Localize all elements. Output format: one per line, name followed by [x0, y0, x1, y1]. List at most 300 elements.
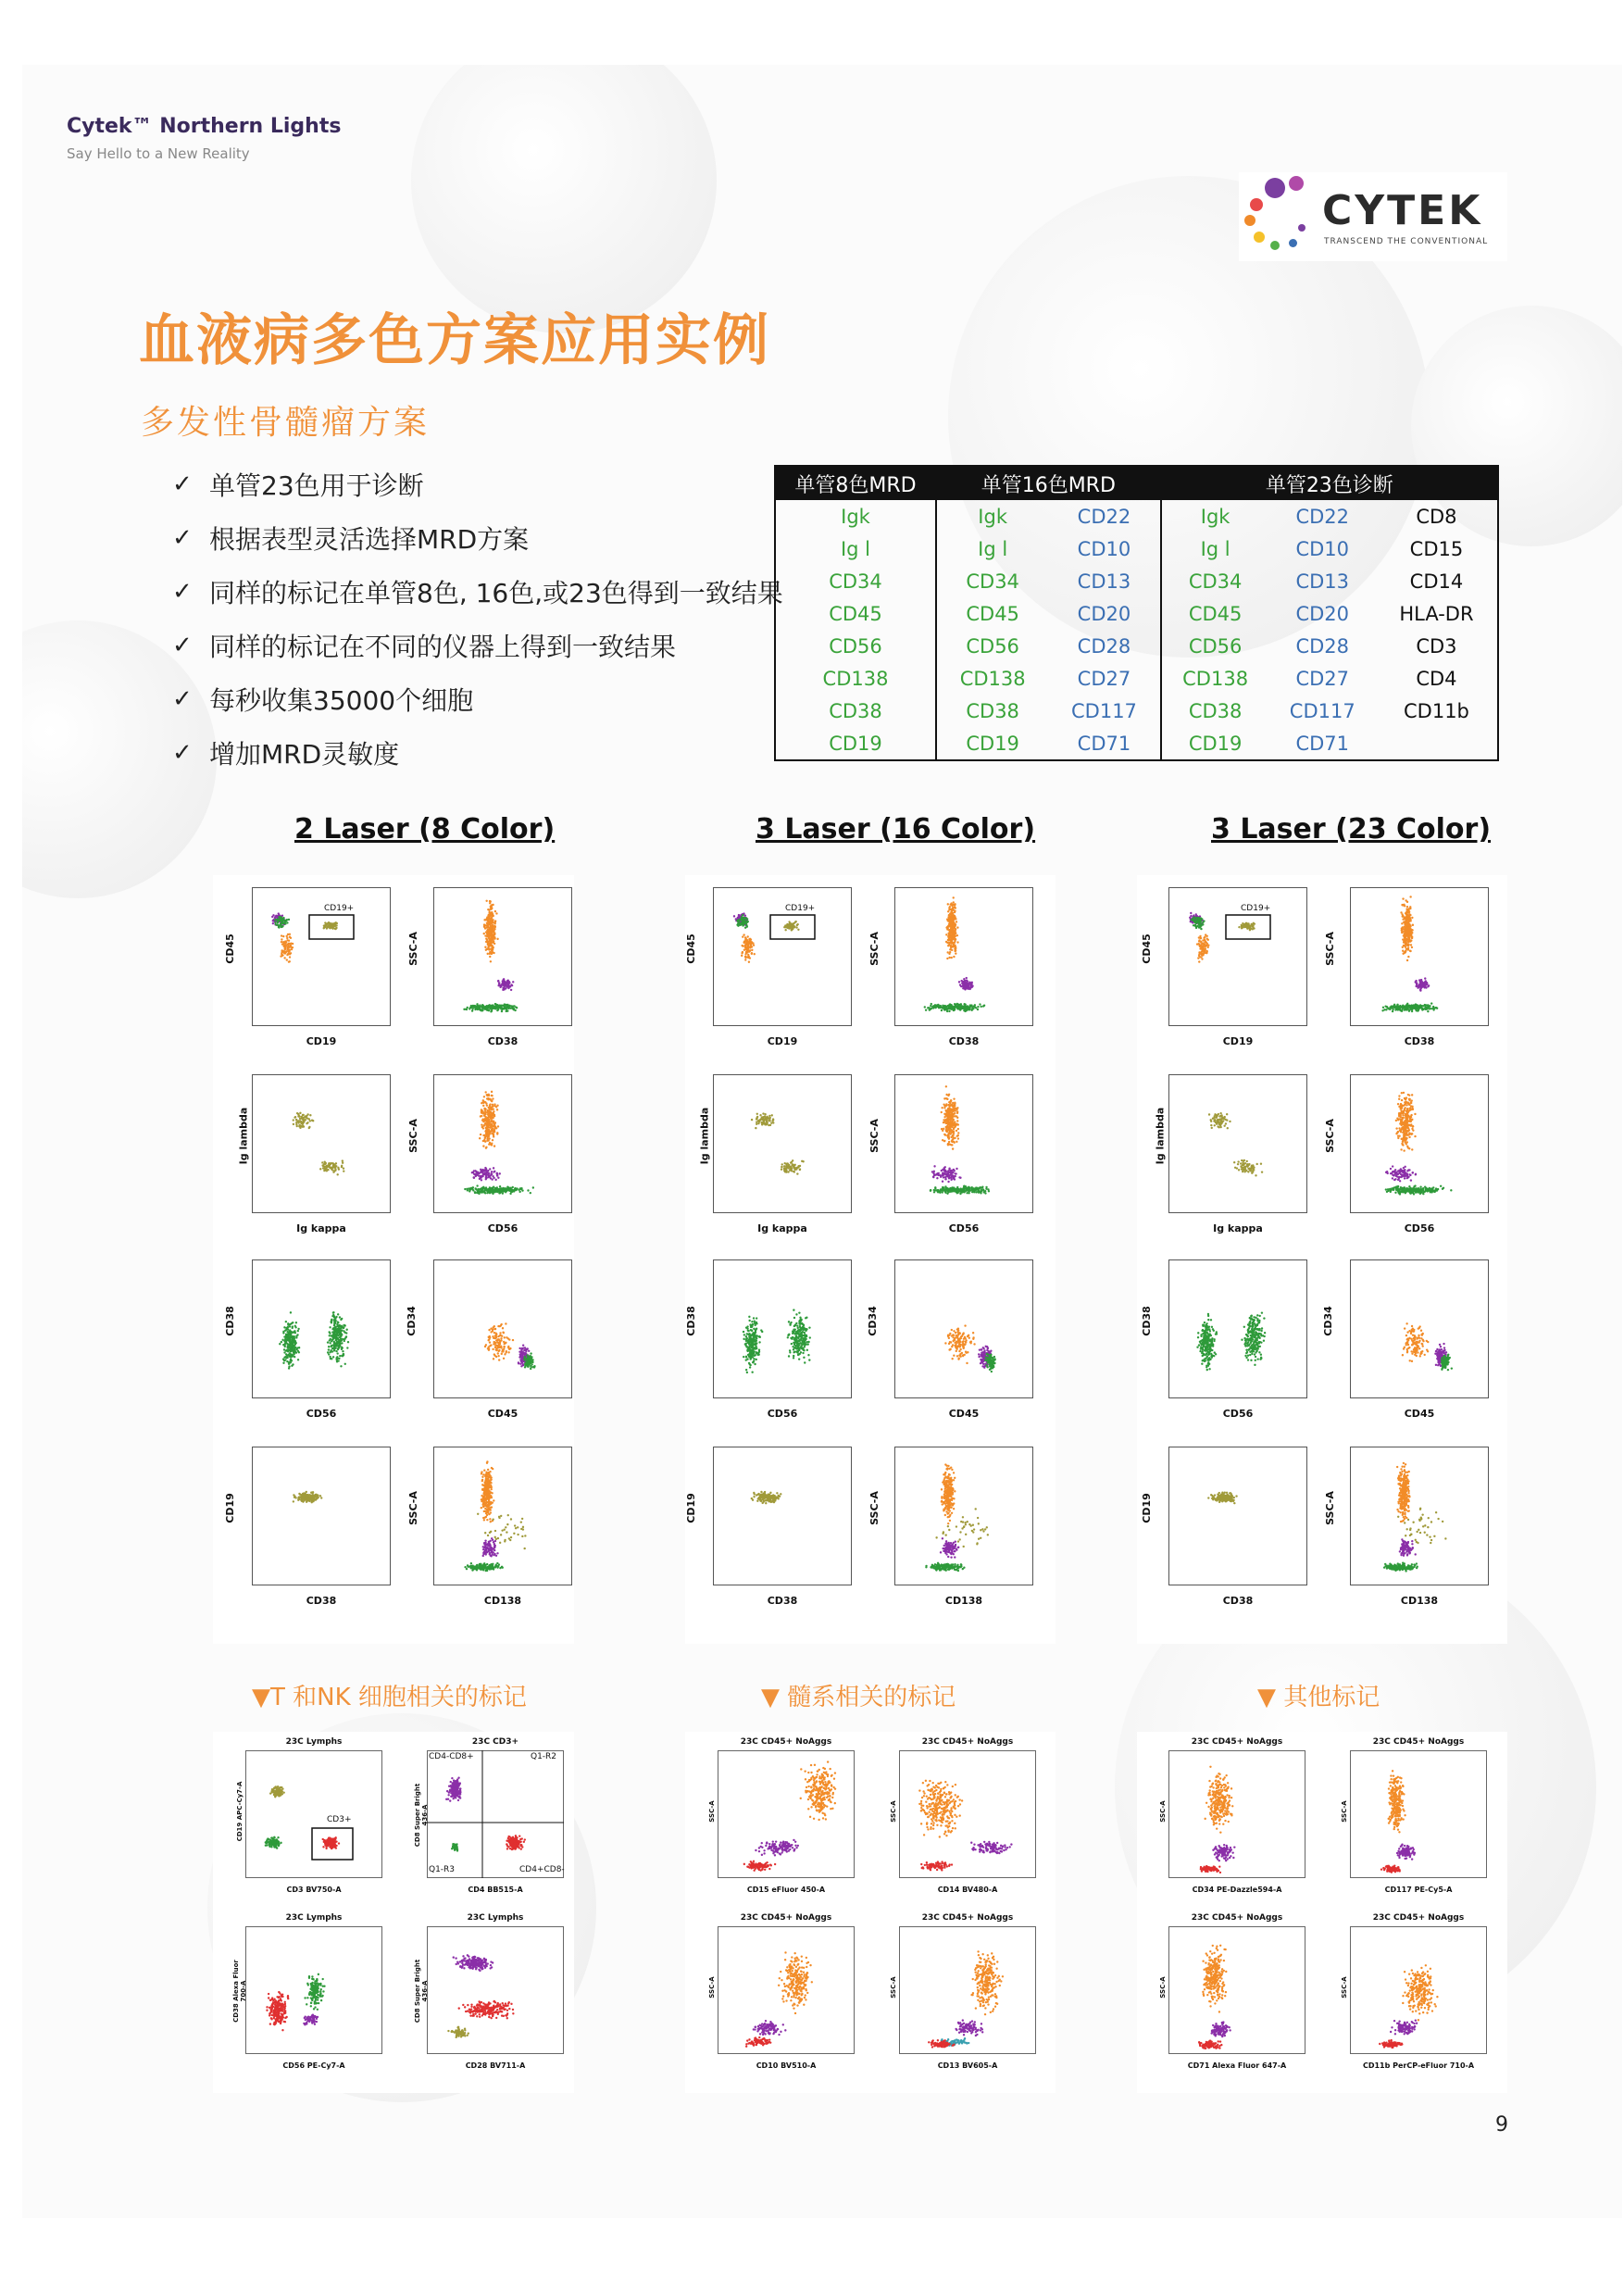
table-cell: CD117 — [1071, 699, 1137, 722]
event-dot — [493, 1355, 495, 1357]
event-dot — [324, 926, 326, 928]
event-dot — [286, 959, 288, 960]
event-dot — [510, 1518, 512, 1520]
event-dot — [288, 943, 290, 945]
event-dot — [953, 927, 955, 929]
event-dot — [524, 1359, 526, 1360]
event-dot — [496, 1105, 498, 1107]
event-dot — [492, 946, 493, 948]
event-dot — [504, 1188, 506, 1190]
event-dot — [748, 1316, 750, 1318]
event-dot — [945, 933, 947, 935]
event-dot — [485, 1146, 487, 1148]
event-dot — [482, 1473, 484, 1475]
event-dot — [531, 1359, 533, 1360]
event-dot — [327, 1351, 329, 1353]
event-dot — [490, 1511, 492, 1513]
event-dot — [950, 1190, 952, 1192]
event-dot — [950, 1136, 952, 1138]
event-dot — [937, 1004, 939, 1006]
event-dot — [497, 1347, 499, 1348]
event-dot — [293, 1494, 294, 1496]
flow-plot-r1b — [868, 887, 1033, 1047]
event-dot — [754, 1321, 756, 1322]
event-dot — [497, 1537, 499, 1539]
event-dot — [491, 1187, 493, 1189]
event-dot — [473, 1007, 475, 1009]
event-dot — [493, 1110, 494, 1112]
table-cell: CD11b — [1404, 699, 1469, 722]
event-dot — [478, 1193, 480, 1195]
event-dot — [501, 1010, 503, 1012]
event-dot — [490, 1108, 492, 1109]
event-dot — [750, 1356, 752, 1358]
event-dot — [475, 1565, 477, 1567]
event-dot — [329, 1342, 331, 1344]
logo-dot — [1270, 241, 1280, 250]
event-dot — [335, 1350, 337, 1352]
event-dot — [768, 1120, 769, 1121]
table-cell: CD38 — [829, 699, 882, 722]
event-dot — [924, 1006, 926, 1008]
event-dot — [494, 1332, 496, 1334]
event-dot — [282, 1359, 284, 1360]
table-cell: Igk — [841, 505, 870, 528]
event-dot — [797, 1327, 799, 1329]
page-title: 血液病多色方案应用实例 — [139, 308, 770, 373]
event-dot — [335, 1162, 337, 1164]
event-dot — [497, 1355, 499, 1357]
event-dot — [948, 1010, 950, 1012]
event-dot — [286, 921, 288, 923]
event-dot — [485, 937, 487, 939]
event-dot — [485, 1176, 487, 1178]
event-dot — [297, 1359, 299, 1360]
event-dot — [952, 1109, 954, 1110]
event-dot — [476, 1172, 478, 1173]
event-dot — [328, 1346, 330, 1347]
event-dot — [333, 1324, 335, 1326]
event-dot — [939, 1174, 941, 1176]
event-dot — [492, 1519, 493, 1521]
event-dot — [328, 1353, 330, 1355]
event-dot — [748, 1355, 750, 1357]
checklist-item — [172, 726, 783, 780]
event-dot — [956, 1141, 957, 1143]
event-dot — [490, 1563, 492, 1565]
event-dot — [520, 1365, 522, 1367]
event-dot — [743, 1334, 745, 1335]
event-dot — [524, 1366, 526, 1368]
event-dot — [947, 1144, 949, 1146]
event-dot — [485, 1502, 487, 1504]
event-dot — [951, 1175, 953, 1177]
event-dot — [488, 936, 490, 938]
event-dot — [490, 925, 492, 927]
event-dot — [786, 1162, 788, 1164]
event-dot — [277, 921, 279, 922]
event-dot — [518, 1347, 520, 1349]
event-dot — [491, 1568, 493, 1570]
event-dot — [492, 1330, 493, 1332]
event-dot — [283, 957, 285, 959]
event-dot — [334, 1326, 336, 1328]
event-dot — [493, 1167, 494, 1169]
table-row — [775, 533, 1498, 565]
event-dot — [769, 1117, 771, 1119]
event-dot — [487, 929, 489, 931]
event-dot — [483, 1007, 485, 1009]
event-dot — [470, 1562, 472, 1564]
checkmark-icon: ✓ — [172, 470, 193, 498]
event-dot — [498, 1349, 500, 1351]
event-dot — [493, 922, 495, 924]
event-dot — [494, 926, 496, 928]
event-dot — [936, 1172, 938, 1174]
event-dot — [295, 1336, 297, 1338]
event-dot — [949, 1123, 951, 1125]
event-dot — [344, 1363, 346, 1365]
flow-plot-r2b — [406, 1074, 572, 1234]
event-dot — [285, 1339, 287, 1341]
event-dot — [335, 924, 337, 926]
event-dot — [977, 1006, 979, 1008]
event-dot — [956, 1123, 958, 1125]
checklist-text: 根据表型灵活选择MRD方案 — [209, 524, 530, 555]
checklist-item — [172, 565, 783, 619]
event-dot — [951, 929, 953, 931]
event-dot — [954, 1004, 956, 1006]
event-dot — [500, 1515, 502, 1517]
event-dot — [956, 926, 958, 928]
event-dot — [342, 1162, 344, 1164]
event-dot — [503, 1346, 505, 1347]
event-dot — [738, 919, 740, 921]
panel-marker-table — [774, 465, 1499, 761]
event-dot — [301, 1117, 303, 1119]
event-dot — [953, 896, 955, 898]
event-dot — [347, 1341, 349, 1343]
event-dot — [289, 1333, 291, 1334]
event-dot — [796, 1324, 798, 1326]
event-dot — [515, 1006, 517, 1008]
event-dot — [948, 908, 950, 910]
event-dot — [491, 1537, 493, 1539]
event-dot — [762, 1119, 764, 1121]
event-dot — [332, 923, 334, 925]
event-dot — [291, 948, 293, 950]
event-dot — [755, 1332, 756, 1334]
table-row — [775, 662, 1498, 695]
event-dot — [952, 1172, 954, 1173]
event-dot — [742, 935, 743, 937]
checkmark-icon: ✓ — [172, 578, 193, 606]
event-dot — [330, 1167, 331, 1169]
event-dot — [955, 1190, 956, 1192]
checklist-item — [172, 619, 783, 672]
plot-x-label: CD56 — [487, 1222, 518, 1234]
event-dot — [332, 1344, 334, 1346]
event-dot — [746, 918, 748, 920]
event-dot — [793, 1342, 794, 1344]
event-dot — [751, 1119, 753, 1121]
event-dot — [288, 1365, 290, 1367]
event-dot — [943, 1172, 945, 1174]
event-dot — [336, 1358, 338, 1360]
table-cell: CD15 — [1409, 537, 1464, 560]
logo-dot — [1244, 215, 1255, 226]
event-dot — [281, 926, 282, 928]
event-dot — [947, 1136, 949, 1138]
event-dot — [480, 1172, 481, 1173]
event-dot — [795, 926, 797, 928]
event-dot — [957, 1137, 959, 1139]
event-dot — [956, 1168, 957, 1170]
event-dot — [982, 1005, 984, 1007]
event-dot — [487, 1568, 489, 1570]
event-dot — [330, 1358, 331, 1360]
event-dot — [319, 1168, 321, 1170]
event-dot — [945, 1085, 947, 1087]
event-dot — [947, 1114, 949, 1116]
event-dot — [300, 1498, 302, 1500]
event-dot — [957, 1128, 959, 1130]
event-dot — [749, 957, 751, 959]
event-dot — [740, 923, 742, 925]
event-dot — [954, 1007, 956, 1009]
event-dot — [985, 1186, 987, 1188]
event-dot — [524, 1356, 526, 1358]
event-dot — [290, 1359, 292, 1360]
event-dot — [946, 1172, 948, 1174]
event-dot — [481, 1566, 482, 1568]
table-cell: CD19 — [829, 732, 882, 755]
event-dot — [336, 1330, 338, 1332]
scatter-canvas — [713, 1074, 852, 1213]
event-dot — [488, 946, 490, 947]
event-dot — [487, 1505, 489, 1507]
plot-y-label: SSC-A — [406, 1491, 419, 1525]
event-dot — [959, 1177, 961, 1179]
event-dot — [288, 1363, 290, 1365]
event-dot — [772, 1121, 774, 1123]
event-dot — [794, 921, 796, 922]
event-dot — [502, 1567, 504, 1569]
event-dot — [940, 1189, 942, 1191]
event-dot — [493, 1112, 494, 1114]
event-dot — [477, 1188, 479, 1190]
event-dot — [488, 942, 490, 944]
event-dot — [338, 1346, 340, 1347]
event-dot — [315, 1498, 317, 1500]
scatter-canvas — [713, 887, 852, 1026]
event-dot — [483, 1553, 485, 1555]
event-dot — [944, 1006, 946, 1008]
event-dot — [949, 1133, 951, 1134]
event-dot — [482, 1546, 484, 1547]
event-dot — [490, 1521, 492, 1522]
event-dot — [304, 1116, 306, 1118]
event-dot — [336, 1341, 338, 1343]
event-dot — [948, 918, 950, 920]
event-dot — [487, 1535, 489, 1536]
event-dot — [494, 1566, 496, 1568]
event-dot — [331, 1320, 332, 1322]
event-dot — [959, 1189, 961, 1191]
plot-y-label: CD38 — [223, 1306, 236, 1336]
event-dot — [788, 925, 790, 927]
event-dot — [530, 1352, 531, 1354]
checkmark-icon: ✓ — [172, 739, 193, 767]
event-dot — [483, 1470, 485, 1472]
event-dot — [481, 1480, 483, 1482]
event-dot — [951, 905, 953, 907]
event-dot — [472, 1189, 474, 1191]
event-dot — [788, 921, 790, 922]
event-dot — [501, 1353, 503, 1355]
event-dot — [474, 1191, 476, 1193]
event-dot — [744, 936, 746, 938]
event-dot — [493, 1341, 495, 1343]
checkmark-icon: ✓ — [172, 524, 193, 552]
event-dot — [749, 1351, 751, 1353]
event-dot — [744, 959, 746, 960]
event-dot — [799, 1169, 801, 1171]
event-dot — [494, 921, 496, 922]
event-dot — [493, 1499, 494, 1501]
table-cell: CD138 — [822, 667, 889, 690]
event-dot — [947, 925, 949, 927]
table-cell: HLA-DR — [1399, 602, 1474, 625]
table-cell: CD117 — [1289, 699, 1355, 722]
event-dot — [804, 1361, 806, 1363]
table-header-8color: 单管8色MRD — [775, 466, 936, 500]
event-dot — [481, 1115, 482, 1117]
event-dot — [306, 1121, 308, 1123]
table-cell: Igk — [936, 500, 1048, 533]
event-dot — [795, 1168, 797, 1170]
event-dot — [272, 914, 274, 916]
table-cell: CD38 — [1161, 695, 1269, 727]
event-dot — [756, 1354, 758, 1356]
event-dot — [482, 1105, 484, 1107]
event-dot — [752, 942, 754, 944]
event-dot — [483, 1519, 485, 1521]
event-dot — [308, 1126, 310, 1128]
event-dot — [756, 1343, 757, 1345]
event-dot — [933, 1165, 935, 1167]
event-dot — [744, 945, 746, 946]
event-dot — [464, 1566, 466, 1568]
event-dot — [489, 928, 491, 930]
event-dot — [493, 1115, 495, 1117]
event-dot — [962, 986, 964, 988]
event-dot — [947, 1108, 949, 1109]
event-dot — [485, 1124, 487, 1126]
event-dot — [956, 1130, 957, 1132]
event-dot — [968, 1006, 970, 1008]
event-dot — [286, 919, 288, 921]
event-dot — [336, 1352, 338, 1354]
event-dot — [281, 934, 282, 936]
event-dot — [485, 1120, 487, 1121]
event-dot — [948, 1004, 950, 1006]
event-dot — [797, 929, 799, 931]
event-dot — [944, 1121, 946, 1122]
event-dot — [795, 1313, 797, 1315]
event-dot — [943, 1103, 944, 1105]
event-dot — [334, 1168, 336, 1170]
event-dot — [493, 928, 495, 930]
event-dot — [486, 1547, 488, 1548]
table-cell: CD34 — [936, 565, 1048, 597]
event-dot — [756, 1359, 757, 1360]
event-dot — [947, 903, 949, 905]
scatter-canvas — [433, 1259, 572, 1398]
event-dot — [345, 1332, 347, 1334]
event-dot — [491, 935, 493, 937]
event-dot — [486, 1136, 488, 1138]
event-dot — [506, 1008, 507, 1009]
event-dot — [329, 1334, 331, 1336]
event-dot — [489, 956, 491, 958]
event-dot — [941, 1107, 943, 1109]
table-row — [775, 565, 1498, 597]
scatter-canvas — [713, 1259, 852, 1398]
event-dot — [345, 1329, 347, 1331]
event-dot — [489, 900, 491, 902]
event-dot — [745, 1369, 747, 1371]
event-dot — [524, 1535, 526, 1536]
event-dot — [325, 1165, 327, 1167]
table-cell: CD56 — [829, 634, 882, 658]
scatter-canvas — [252, 887, 391, 1026]
event-dot — [523, 1547, 525, 1549]
event-dot — [491, 952, 493, 954]
event-dot — [487, 1007, 489, 1009]
event-dot — [956, 1107, 958, 1109]
event-dot — [745, 1356, 747, 1358]
table-cell: CD10 — [1077, 537, 1131, 560]
event-dot — [502, 1192, 504, 1194]
event-dot — [490, 915, 492, 917]
event-dot — [493, 1541, 494, 1543]
event-dot — [955, 931, 956, 933]
event-dot — [484, 1116, 486, 1118]
event-dot — [756, 1113, 758, 1115]
event-dot — [945, 1104, 947, 1106]
event-dot — [772, 1118, 774, 1120]
event-dot — [338, 1343, 340, 1345]
event-dot — [490, 1130, 492, 1132]
event-dot — [956, 1186, 958, 1188]
plot-y-label: SSC-A — [868, 1119, 881, 1153]
event-dot — [502, 1190, 504, 1192]
scatter-canvas — [433, 887, 572, 1026]
event-dot — [493, 1129, 495, 1131]
event-dot — [518, 1362, 519, 1364]
event-dot — [492, 1097, 493, 1099]
event-dot — [497, 980, 499, 982]
event-dot — [468, 1187, 469, 1189]
event-dot — [496, 1552, 498, 1554]
event-dot — [494, 1530, 496, 1532]
event-dot — [495, 912, 497, 914]
event-dot — [345, 1335, 347, 1337]
event-dot — [482, 1145, 484, 1146]
event-dot — [331, 1315, 333, 1317]
table-row — [775, 695, 1498, 727]
